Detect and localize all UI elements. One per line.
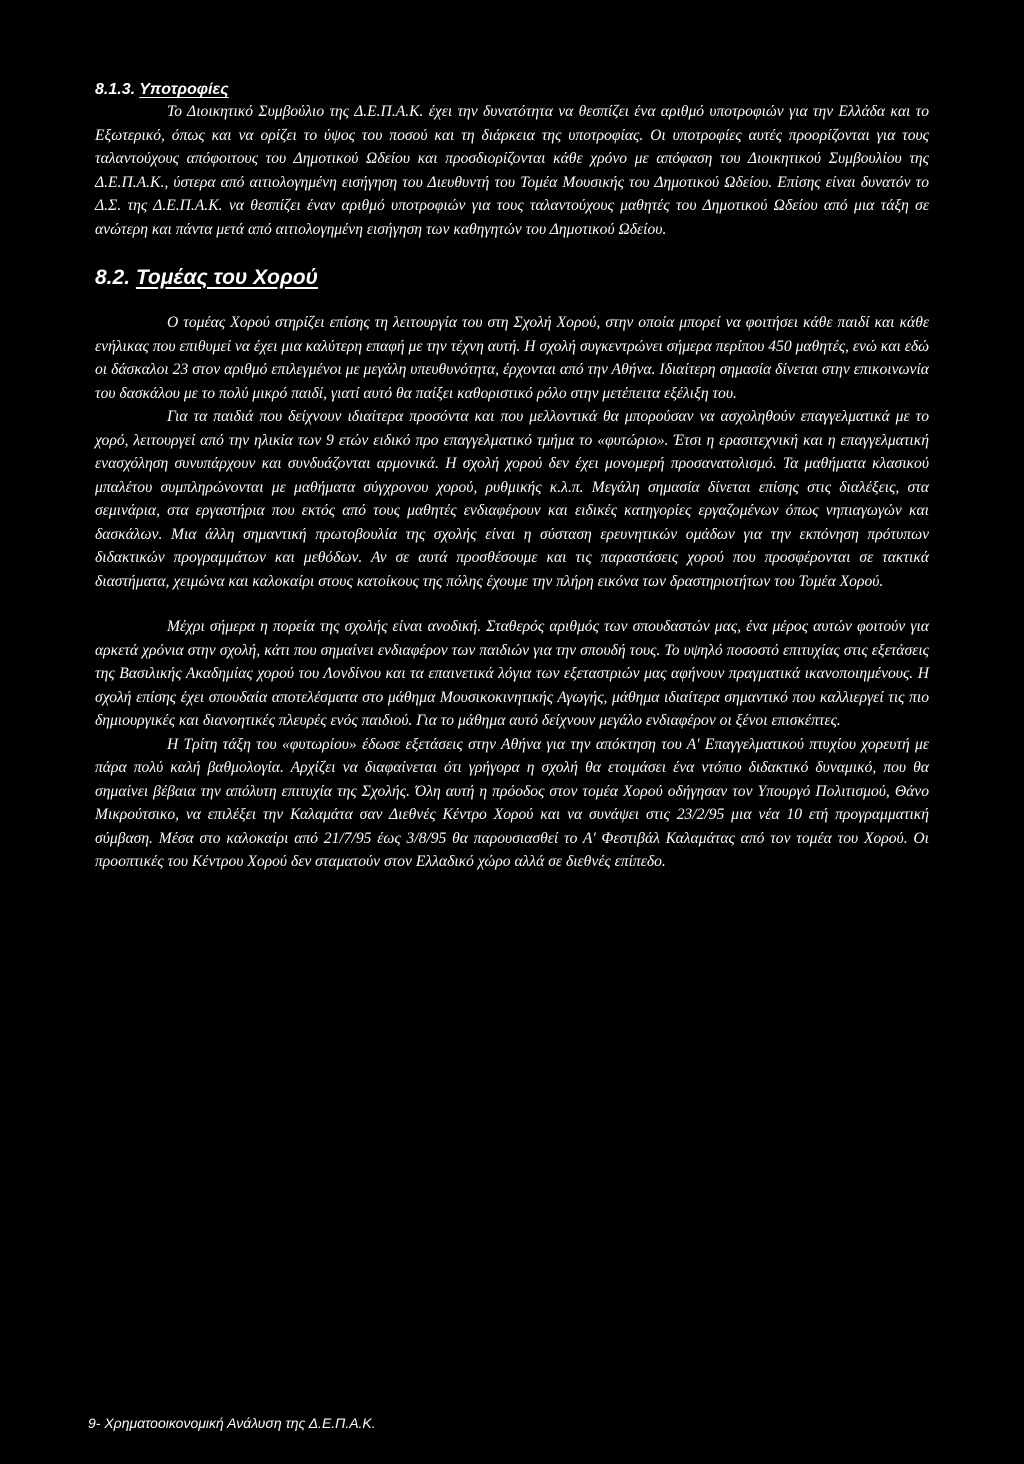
paragraph-dance-4: Η Τρίτη τάξη του «φυτωρίου» έδωσε εξετάσεις στην Αθήνα για την απόκτηση του Α' Επαγγελματικού πτυχίου χορευτή με πάρα πολύ καλή βαθμολογία. Αρχίζει να διαφαίνεται ότι γρήγορα η σχολή θα ετοιμάσει ένα ντόπιο διδακτικό δυναμικό, που θα σημαίνει βέβαια την απόλυτη επιτυχία της Σχολής. Όλη αυτή η πρόοδος στον τομέα Χορού οδήγησαν τον Υπουργό Πολιτισμού, Θάνο Μικρούτσικο, να επιλέξει την Καλαμάτα σαν Διεθνές Κέντρο Χορού και να συνάψει στις 23/2/95 μια νέα 10 ετή προγραμματική σύμβαση. Μέσα στο καλοκαίρι από 21/7/95 έως 3/8/95 θα παρουσιασθεί το Α' Φεστιβάλ Καλαμάτας από τον τομέα του Χορού. Οι προοπτικές του Κέντρου Χορού δεν σταματούν στον Ελλαδικό χώρο αλλά σε διεθνές επίπεδο. <box>95 735 929 870</box>
paragraph-dance-1: Ο τομέας Χορού στηρίζει επίσης τη λειτουργία του στη Σχολή Χορού, στην οποία μπορεί να φοιτήσει κάθε παιδί και κάθε ενήλικας που επιθυμεί να έχει μια καλύτερη επαφή με την τέχνη αυτή. Η σχολή συγκεντρώνει σήμερα περίπου 450 μαθητές, ενώ και εδώ οι δάσκαλοι 23 στον αριθμό επιλεγμένοι με μεγάλη υπευθυνότητα, έρχονται από την Αθήνα. Ιδιαίτερη σημασία δίνεται στην επικοινωνία του δασκάλου με το πολύ μικρό παιδί, γιατί αυτό θα παίξει καθοριστικό ρόλο στην μετέπειτα εξέλιξη του. <box>95 314 929 402</box>
page-footer: 9- Χρηματοοικονομική Ανάλυση της Δ.Ε.Π.Α.Κ. <box>88 1415 376 1431</box>
paragraph-dance-2: Για τα παιδιά που δείχνουν ιδιαίτερα προσόντα και που μελλοντικά θα μπορούσαν να ασχοληθούν επαγγελματικά με το χορό, λειτουργεί από την ηλικία των 9 ετών ειδικό προ επαγγελματικό τμήμα το «φυτώριο». Έτσι η ερασιτεχνική και η επαγγελματική ενασχόληση συνυπάρχουν και συνδυάζονται αρμονικά. Η σχολή χορού δεν έχει μονομερή προσανατολισμό. Τα μαθήματα κλασικού μπαλέτου συμπληρώνονται με μαθήματα σύγχρονου χορού, ρυθμικής κ.λ.π. Μεγάλη σημασία δίνεται επίσης στις διαλέξεις, στα σεμινάρια, στα εργαστήρια που εκτός από τους μαθητές ενδιαφέρουν και ειδικές κατηγορίες εργαζομένων όπως νηπιαγωγών και δασκάλων. Μια άλλη σημαντική πρωτοβουλία της σχολής είναι η σύσταση ερευνητικών ομάδων για την εκπόνηση πρότυπων διδακτικών προγραμμάτων και μεθόδων. Αν σε αυτά προσθέσουμε και τις παραστάσεις χορού που προσφέρονται σε τακτικά διαστήματα, χειμώνα και καλοκαίρι στους κατοίκους της πόλης έχουμε την πλήρη εικόνα των δραστηριοτήτων του Τομέα Χορού. <box>95 408 929 590</box>
section-title: Τομέας του Χορού <box>135 266 318 289</box>
paragraph-dance-3: Μέχρι σήμερα η πορεία της σχολής είναι ανοδική. Σταθερός αριθμός των σπουδαστών μας, ένα μέρος αυτών φοιτούν για αρκετά χρόνια στην σχολή, κάτι που σημαίνει ενδιαφέρον των παιδιών για την σπουδή τους. Το υψηλό ποσοστό επιτυχίας στις εξετάσεις της Βασιλικής Ακαδημίας χορού του Λονδίνου και τα επαινετικά λόγια των εξεταστριών μας αφήνουν πραγματικά ικανοποιημένους. Η σχολή επίσης έχει σπουδαία αποτελέσματα στο μάθημα Μουσικοκινητικής Αγωγής, μάθημα ιδιαίτερα σημαντικό που καλλιεργεί τις πιο δημιουργικές και διανοητικές πλευρές ενός παιδιού. Για το μάθημα αυτό δείχνουν μεγάλο ενδιαφέρον οι ξένοι επισκέπτες. <box>95 618 929 729</box>
section-heading-dance <box>95 265 929 291</box>
section-number: 8.1.3. <box>95 81 136 98</box>
section-title: Υποτροφίες <box>139 81 229 98</box>
paragraph-subsidies: Το Διοικητικό Συμβούλιο της Δ.Ε.Π.Α.Κ. έχει την δυνατότητα να θεσπίζει ένα αριθμό υποτροφιών για την Ελλάδα και το Εξωτερικό, όπως και να ορίζει το ύψος του ποσού και τη διάρκεια της υποτροφίας. Οι υποτροφίες αυτές προορίζονται για τους ταλαντούχους απόφοιτους του Δημοτικού Ωδείου και προσδιορίζονται κάθε χρόνο με απόφαση του Διοικητικού Συμβουλίου της Δ.Ε.Π.Α.Κ., ύστερα από αιτιολογημένη εισήγηση του Διευθυντή του Τομέα Μουσικής του Δημοτικού Ωδείου. Επίσης είναι δυνατόν το Δ.Σ. της Δ.Ε.Π.Α.Κ. να θεσπίζει έναν αριθμό υποτροφιών για τους ταλαντούχους μαθητές του Δημοτικού Ωδείου από μια τάξη σε ανώτερη και πάντα μετά από αιτιολογημένη εισήγηση των καθηγητών του Δημοτικού Ωδείου. <box>95 103 929 238</box>
section-heading-subsidies <box>95 80 929 100</box>
section-number: 8.2. <box>95 266 131 289</box>
